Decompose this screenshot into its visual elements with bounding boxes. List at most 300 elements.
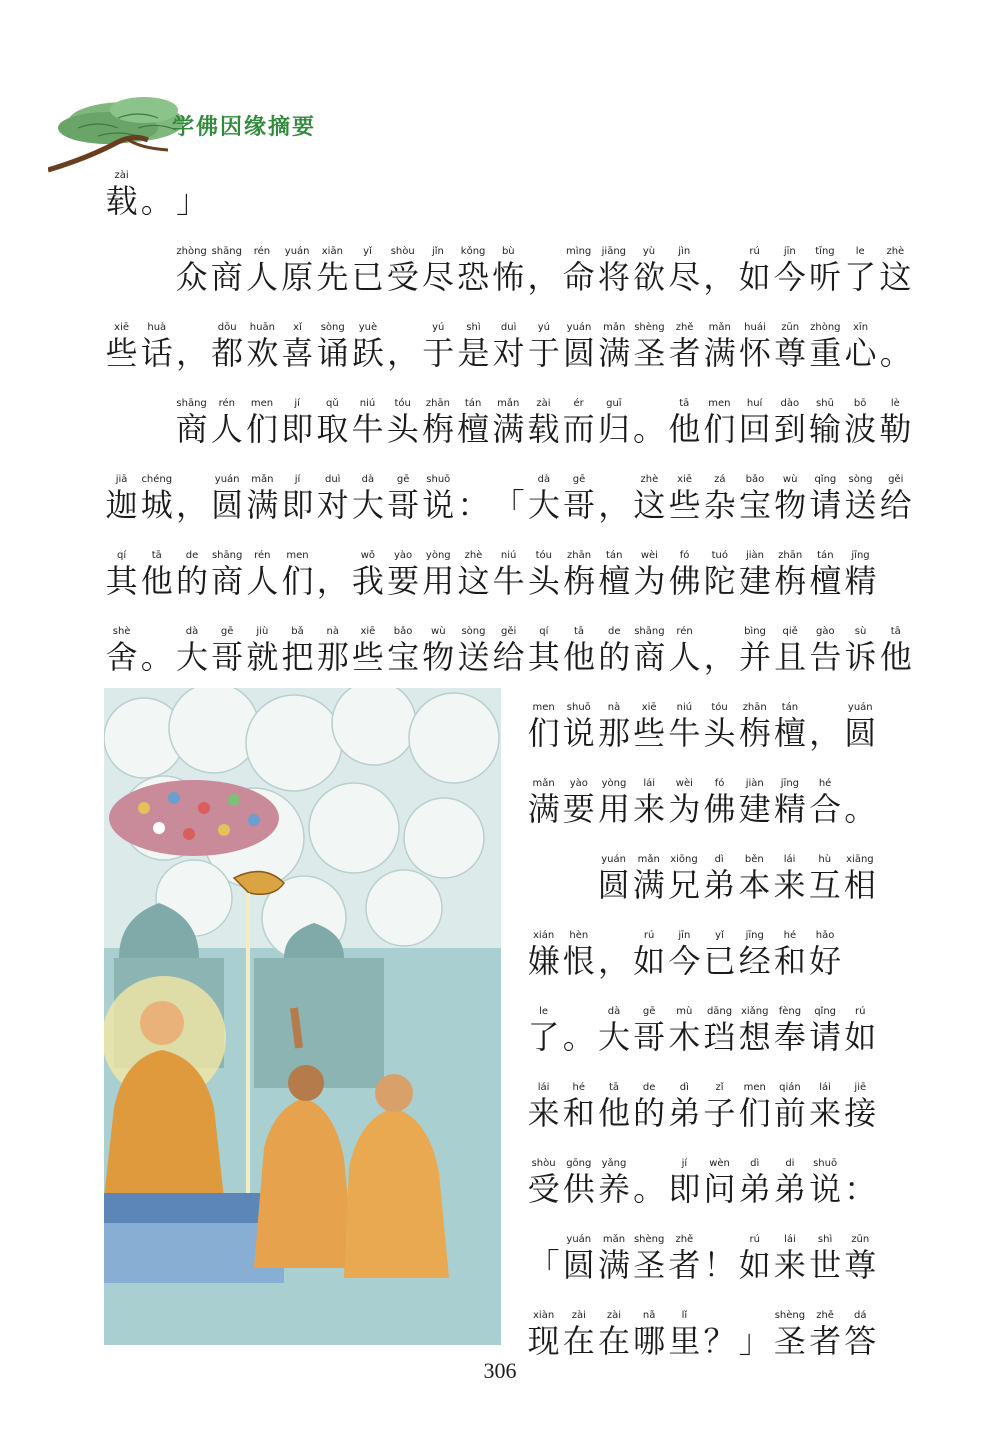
- ruby-character: [772, 854, 807, 904]
- hanzi: 载: [527, 410, 560, 448]
- hanzi: 互: [808, 866, 841, 904]
- pinyin: wù: [782, 474, 798, 485]
- hanzi: 商: [175, 410, 208, 448]
- ruby-character: [702, 398, 737, 448]
- hanzi: 为: [633, 562, 666, 600]
- ruby-character: [561, 1006, 596, 1056]
- text-line: [104, 150, 210, 220]
- pinyin: bù: [501, 246, 515, 257]
- ruby-character: [245, 474, 280, 524]
- pinyin: hé: [783, 930, 797, 941]
- ruby-character: [737, 474, 772, 524]
- hanzi: 给: [492, 638, 525, 676]
- ruby-character: [632, 550, 667, 600]
- pinyin: xiē: [677, 474, 693, 485]
- hanzi: 要: [562, 790, 595, 828]
- pinyin: chéng: [141, 474, 173, 485]
- hanzi: ，: [809, 714, 842, 752]
- pinyin: zá: [714, 474, 726, 485]
- hanzi: 话: [140, 334, 173, 372]
- pinyin: men: [708, 398, 731, 409]
- pinyin: yuán: [847, 702, 873, 713]
- hanzi: 哥: [211, 638, 244, 676]
- pinyin: jí: [294, 474, 301, 485]
- hanzi: 头: [527, 562, 560, 600]
- pinyin: shèng: [634, 322, 665, 333]
- ruby-character: [737, 1234, 772, 1284]
- pinyin: zhān: [778, 550, 803, 561]
- pinyin: rén: [253, 246, 271, 257]
- hanzi: 。: [140, 638, 173, 676]
- ruby-character: [174, 550, 209, 600]
- ruby-character: [808, 1006, 843, 1056]
- ruby-character: [526, 246, 561, 296]
- pinyin: gěi: [888, 474, 904, 485]
- pinyin: huí: [746, 398, 763, 409]
- hanzi: 把: [281, 638, 314, 676]
- hanzi: ！: [703, 1246, 736, 1284]
- pinyin: tán: [464, 398, 482, 409]
- ruby-character: [280, 246, 315, 296]
- hanzi: 喜: [281, 334, 314, 372]
- pinyin: shì: [817, 1234, 833, 1245]
- ruby-character: [210, 626, 245, 676]
- ruby-character: [561, 550, 596, 600]
- pinyin: jiāng: [601, 246, 627, 257]
- ruby-character: [702, 1310, 737, 1360]
- pinyin: shèng: [774, 1310, 806, 1321]
- hanzi: 们: [281, 562, 314, 600]
- ruby-character: [456, 550, 491, 600]
- hanzi: 头: [386, 410, 419, 448]
- pinyin: shuō: [566, 702, 591, 713]
- hanzi: 大: [597, 1018, 630, 1056]
- ruby-character: [808, 474, 843, 524]
- ruby-character: [280, 550, 315, 600]
- ruby-character: [843, 246, 878, 296]
- ruby-character: [808, 322, 843, 372]
- ruby-character: [315, 398, 350, 448]
- pinyin: yòng: [425, 550, 451, 561]
- pinyin: bìng: [744, 626, 766, 637]
- pinyin: qí: [117, 550, 127, 561]
- hanzi: 好: [809, 942, 842, 980]
- ruby-character: [737, 702, 772, 752]
- ruby-character: [632, 1158, 667, 1208]
- ruby-character: [737, 778, 772, 828]
- hanzi: 已: [351, 258, 384, 296]
- pinyin: sù: [854, 626, 867, 637]
- pinyin: tóu: [711, 702, 728, 713]
- ruby-character: [632, 1310, 667, 1360]
- hanzi: 建: [738, 790, 771, 828]
- pinyin: běn: [744, 854, 764, 865]
- hanzi: 人: [668, 638, 701, 676]
- hanzi: 满: [598, 334, 631, 372]
- hanzi: 宝: [738, 486, 771, 524]
- pinyin: dà: [607, 1006, 621, 1017]
- hanzi: 将: [597, 258, 630, 296]
- hanzi: 如: [633, 942, 666, 980]
- ruby-character: [561, 322, 596, 372]
- hanzi: 都: [211, 334, 244, 372]
- ruby-character: [385, 398, 420, 448]
- hanzi: 于: [527, 334, 560, 372]
- ruby-character: [596, 930, 631, 980]
- hanzi: 那: [597, 714, 630, 752]
- ruby-character: [491, 398, 526, 448]
- hanzi: 如: [738, 1246, 771, 1284]
- pinyin: yuán: [601, 854, 626, 865]
- ruby-character: [737, 398, 772, 448]
- pinyin: mǎn: [532, 778, 555, 789]
- hanzi: ？: [703, 1322, 736, 1360]
- ruby-character: [772, 1310, 807, 1360]
- hanzi: 们: [527, 714, 560, 752]
- pinyin: zūn: [851, 1234, 870, 1245]
- pinyin: dāng: [706, 1006, 733, 1017]
- ruby-character: [315, 246, 350, 296]
- pinyin: yú: [537, 322, 550, 333]
- hanzi: 而: [562, 410, 595, 448]
- hanzi: ，: [175, 486, 208, 524]
- ruby-character: [772, 1082, 807, 1132]
- hanzi: 物: [422, 638, 455, 676]
- hanzi: 栴: [421, 410, 454, 448]
- ruby-character: [843, 702, 878, 752]
- pinyin: qiě: [782, 626, 798, 637]
- ruby-character: [878, 322, 913, 372]
- hanzi: 诵: [316, 334, 349, 372]
- hanzi: 满: [527, 790, 560, 828]
- section-title: 学佛因缘摘要: [172, 115, 317, 140]
- ruby-character: [104, 170, 139, 220]
- pinyin: jiù: [256, 626, 269, 637]
- hanzi: 满: [703, 334, 736, 372]
- ruby-character: [245, 550, 280, 600]
- hanzi: 人: [246, 562, 279, 600]
- hanzi: 奉: [773, 1018, 806, 1056]
- ruby-character: [632, 626, 667, 676]
- hanzi: 圣: [773, 1322, 806, 1360]
- hanzi: 供: [562, 1170, 595, 1208]
- hanzi: 那: [316, 638, 349, 676]
- pinyin: zhè: [886, 246, 905, 257]
- ruby-character: [139, 474, 174, 524]
- pinyin: xiān: [321, 246, 343, 257]
- hanzi: 取: [316, 410, 349, 448]
- pinyin: zài: [606, 1310, 622, 1321]
- hanzi: 满: [492, 410, 525, 448]
- ruby-character: [772, 702, 807, 752]
- ruby-character: [702, 474, 737, 524]
- hanzi: 兄: [667, 866, 700, 904]
- hanzi: 们: [245, 410, 278, 448]
- ruby-character: [139, 626, 174, 676]
- ruby-character: [596, 854, 631, 904]
- ruby-character: [737, 930, 772, 980]
- pinyin: le: [855, 246, 865, 257]
- ruby-character: [456, 398, 491, 448]
- ruby-character: [280, 322, 315, 372]
- pinyin: wèi: [640, 550, 658, 561]
- hanzi: 满: [246, 486, 279, 524]
- hanzi: 受: [527, 1170, 560, 1208]
- ruby-character: [808, 778, 843, 828]
- ruby-character: [667, 1006, 702, 1056]
- pinyin: hǎo: [815, 930, 835, 941]
- ruby-character: [421, 550, 456, 600]
- pinyin: dào: [780, 398, 800, 409]
- hanzi: 。: [562, 1018, 595, 1056]
- hanzi: 来: [773, 866, 806, 904]
- ruby-character: [878, 474, 913, 524]
- text-line: [526, 1290, 878, 1360]
- ruby-character: [772, 1158, 807, 1208]
- ruby-character: [596, 702, 631, 752]
- pinyin: sòng: [320, 322, 345, 333]
- hanzi: 里: [668, 1322, 701, 1360]
- ruby-character: [737, 1158, 772, 1208]
- pinyin: yào: [394, 550, 413, 561]
- hanzi: 如: [844, 1018, 877, 1056]
- pinyin: dōu: [217, 322, 237, 333]
- pinyin: rén: [254, 550, 271, 561]
- pinyin: nà: [607, 702, 621, 713]
- pinyin: duì: [324, 474, 341, 485]
- hanzi: 的: [633, 1094, 666, 1132]
- ruby-character: [807, 246, 842, 296]
- ruby-character: [561, 930, 596, 980]
- ruby-character: [702, 246, 737, 296]
- ruby-character: [526, 398, 561, 448]
- hanzi: 来: [809, 1094, 842, 1132]
- hanzi: 的: [175, 562, 208, 600]
- pinyin: jīng: [745, 930, 764, 941]
- hanzi: ，: [598, 486, 631, 524]
- hanzi: 精: [844, 562, 877, 600]
- ruby-character: [702, 702, 737, 752]
- ruby-character: [808, 1310, 843, 1360]
- hanzi: 回: [738, 410, 771, 448]
- hanzi: 城: [140, 486, 173, 524]
- text-line: [104, 454, 913, 524]
- pinyin: zǐ: [715, 1082, 724, 1093]
- ruby-character: [737, 854, 772, 904]
- pinyin: zhě: [675, 322, 694, 333]
- pinyin: huān: [249, 322, 275, 333]
- hanzi: 宝: [387, 638, 420, 676]
- hanzi: 现: [527, 1322, 560, 1360]
- pinyin: tā: [151, 550, 162, 561]
- ruby-character: [632, 474, 667, 524]
- ruby-character: [315, 626, 350, 676]
- ruby-character: [843, 322, 878, 372]
- pinyin: rén: [218, 398, 235, 409]
- ruby-character: [702, 1082, 737, 1132]
- ruby-character: [667, 246, 702, 296]
- pinyin: tán: [606, 550, 623, 561]
- ruby-character: [526, 626, 561, 676]
- hanzi: 如: [738, 258, 771, 296]
- ruby-character: [808, 702, 843, 752]
- ruby-character: [773, 474, 808, 524]
- hanzi: 想: [738, 1018, 771, 1056]
- ruby-character: [667, 1234, 702, 1284]
- ruby-character: [210, 550, 245, 600]
- ruby-character: [210, 474, 245, 524]
- hanzi: 佛: [703, 790, 736, 828]
- ruby-character: [702, 778, 737, 828]
- pinyin: mǎn: [708, 322, 731, 333]
- hanzi: 商: [633, 638, 666, 676]
- ruby-character: [280, 474, 315, 524]
- hanzi: 给: [879, 486, 912, 524]
- text-line: [526, 1062, 878, 1132]
- pinyin: yuán: [566, 1234, 592, 1245]
- hanzi: 他: [597, 1094, 630, 1132]
- hanzi: 和: [773, 942, 806, 980]
- hanzi: ：: [457, 486, 490, 524]
- pinyin: zhòng: [810, 322, 841, 333]
- pinyin: tā: [608, 1082, 619, 1093]
- ruby-character: [843, 1082, 878, 1132]
- ruby-character: [702, 322, 737, 372]
- ruby-character: [245, 322, 280, 372]
- hanzi: 欢: [246, 334, 279, 372]
- hanzi: 今: [773, 258, 806, 296]
- ruby-character: [386, 322, 421, 372]
- hanzi: 物: [774, 486, 807, 524]
- pinyin: rú: [749, 246, 760, 257]
- ruby-character: [456, 626, 491, 676]
- ruby-character: [807, 398, 842, 448]
- hanzi: 恐: [457, 258, 490, 296]
- hanzi: 大: [351, 486, 384, 524]
- ruby-character: [772, 246, 807, 296]
- hanzi: 怖: [492, 258, 525, 296]
- pinyin: rén: [676, 626, 693, 637]
- ruby-character: [632, 778, 667, 828]
- pinyin: xiē: [641, 702, 657, 713]
- hanzi: 」: [738, 1322, 771, 1360]
- hanzi: 于: [422, 334, 455, 372]
- hanzi: 圣: [633, 334, 666, 372]
- hanzi: 了: [527, 1018, 560, 1056]
- pinyin: yǎng: [601, 1158, 627, 1169]
- pinyin: wèi: [675, 778, 693, 789]
- pinyin: mǎn: [497, 398, 520, 409]
- ruby-character: [245, 626, 280, 676]
- pinyin: de: [642, 1082, 656, 1093]
- illustration: [104, 688, 501, 1345]
- ruby-character: [350, 246, 385, 296]
- pinyin: shāng: [176, 398, 207, 409]
- hanzi: 这: [879, 258, 912, 296]
- ruby-character: [174, 322, 209, 372]
- hanzi: 用: [597, 790, 630, 828]
- ruby-character: [456, 474, 491, 524]
- hanzi: ，: [175, 334, 208, 372]
- pinyin: shuō: [813, 1158, 838, 1169]
- hanzi: 已: [703, 942, 736, 980]
- pinyin: jǐn: [431, 246, 444, 257]
- hanzi: 为: [668, 790, 701, 828]
- pinyin: gěi: [501, 626, 517, 637]
- ruby-character: [315, 322, 350, 372]
- text-line: [104, 530, 878, 600]
- pinyin: tā: [574, 626, 585, 637]
- ruby-character: [772, 778, 807, 828]
- pinyin: yòng: [601, 778, 627, 789]
- pinyin: ér: [573, 398, 584, 409]
- pinyin: hé: [818, 778, 832, 789]
- ruby-character: [631, 398, 666, 448]
- pinyin: hèn: [569, 930, 589, 941]
- pinyin: jīn: [783, 246, 796, 257]
- ruby-character: [561, 474, 596, 524]
- hanzi: 前: [773, 1094, 806, 1132]
- hanzi: 檀: [457, 410, 490, 448]
- pinyin: yuán: [566, 322, 592, 333]
- ruby-character: [596, 1082, 631, 1132]
- ruby-character: [702, 626, 737, 676]
- hanzi: 些: [633, 714, 666, 752]
- hanzi: 这: [457, 562, 490, 600]
- ruby-character: [596, 246, 631, 296]
- hanzi: 陀: [703, 562, 736, 600]
- pinyin: xiōng: [670, 854, 698, 865]
- pinyin: bǎo: [745, 474, 765, 485]
- ruby-character: [596, 398, 631, 448]
- ruby-character: [104, 474, 139, 524]
- hanzi: 商: [211, 562, 244, 600]
- pinyin: jīn: [678, 930, 691, 941]
- ruby-character: [843, 1006, 878, 1056]
- pinyin: shè: [112, 626, 131, 637]
- ruby-character: [773, 322, 808, 372]
- ruby-character: [878, 246, 913, 296]
- ruby-character: [878, 398, 913, 448]
- ruby-character: [456, 246, 491, 296]
- hanzi: 。: [844, 790, 877, 828]
- ruby-character: [772, 1006, 807, 1056]
- ruby-character: [667, 550, 702, 600]
- hanzi: 原: [281, 258, 314, 296]
- hanzi: 了: [844, 258, 877, 296]
- text-line: [174, 226, 913, 296]
- pinyin: gē: [396, 474, 410, 485]
- ruby-character: [209, 398, 244, 448]
- ruby-character: [596, 1310, 631, 1360]
- pinyin: xián: [533, 930, 555, 941]
- pinyin: lè: [890, 398, 900, 409]
- hanzi: 在: [562, 1322, 595, 1360]
- ruby-character: [843, 550, 878, 600]
- pinyin: jīng: [780, 778, 800, 789]
- hanzi: 送: [844, 486, 877, 524]
- ruby-character: [350, 550, 385, 600]
- hanzi: 嫌: [527, 942, 560, 980]
- pinyin: wǒ: [360, 550, 376, 561]
- hanzi: 人: [245, 258, 278, 296]
- pinyin: mǎn: [251, 474, 274, 485]
- pinyin: shòu: [390, 246, 415, 257]
- ruby-character: [702, 854, 737, 904]
- pinyin: tán: [817, 550, 834, 561]
- hanzi: 先: [316, 258, 349, 296]
- pinyin: qǐng: [814, 1006, 836, 1017]
